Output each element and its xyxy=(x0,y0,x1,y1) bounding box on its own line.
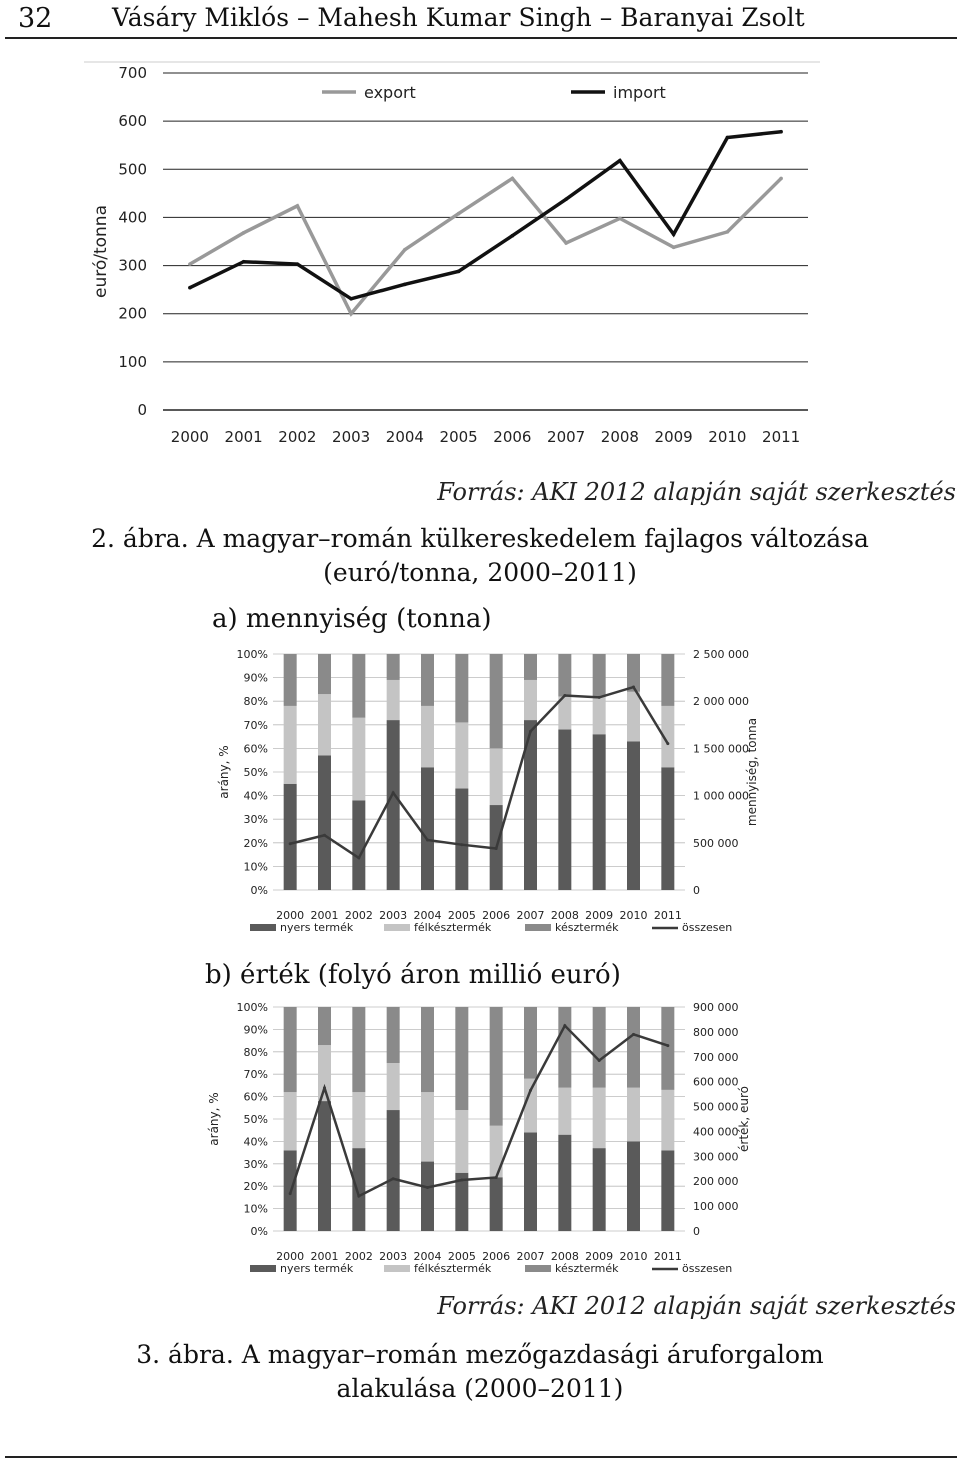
y2-tick-label: 2 500 000 xyxy=(693,648,749,661)
figure3-panel-b-title: b) érték (folyó áron millió euró) xyxy=(205,960,621,990)
total-line-point xyxy=(666,742,669,745)
running-head-authors: Vásáry Miklós – Mahesh Kumar Singh – Baranyai Zsolt xyxy=(112,3,805,32)
y-tick-label: 100 xyxy=(118,352,147,371)
x-tick-label: 2004 xyxy=(385,428,424,446)
legend-swatch-felkesz xyxy=(384,924,410,931)
figure2-caption xyxy=(0,522,960,590)
legend-label-nyers: nyers termék xyxy=(280,1262,354,1275)
total-line-point xyxy=(289,1192,292,1195)
y-tick-label: 80% xyxy=(243,695,268,709)
bar-segment-nyers xyxy=(661,767,674,890)
x-tick-label: 2010 xyxy=(619,909,648,922)
y2-tick-label: 900 000 xyxy=(693,1001,739,1014)
x-tick-label: 2008 xyxy=(600,428,639,446)
bar-segment-felkesz xyxy=(284,706,297,784)
y2-tick-label: 1 500 000 xyxy=(693,742,749,756)
y2-tick-label: 500 000 xyxy=(693,836,739,850)
y-axis-label: euró/tonna xyxy=(91,204,111,299)
total-line-point xyxy=(598,1059,601,1062)
x-tick-label: 2006 xyxy=(482,1250,511,1263)
bar-segment-kesz xyxy=(661,654,674,706)
data-point-export xyxy=(779,177,783,181)
y-tick-label: 40% xyxy=(243,789,268,803)
x-tick-label: 2003 xyxy=(379,1250,408,1263)
bar-segment-felkesz xyxy=(490,748,503,805)
bar-segment-felkesz xyxy=(524,1079,537,1133)
page-header xyxy=(0,0,960,40)
x-tick-label: 2008 xyxy=(550,909,579,922)
figure3-caption xyxy=(0,1338,960,1406)
x-tick-label: 2005 xyxy=(439,428,478,446)
total-line-point xyxy=(426,838,429,841)
x-tick-label: 2009 xyxy=(585,1250,614,1263)
bar-segment-felkesz xyxy=(387,680,400,720)
bar-segment-kesz xyxy=(455,654,468,722)
legend-swatch-felkesz xyxy=(384,1265,410,1272)
x-tick-label: 2011 xyxy=(653,909,682,922)
figure3-caption-line1: 3. ábra. A magyar–román mezőgazdasági áruforgalom xyxy=(136,1340,824,1369)
x-tick-label: 2000 xyxy=(170,428,209,446)
y-tick-label: 80% xyxy=(243,1045,268,1059)
bar-segment-kesz xyxy=(558,1007,571,1088)
x-tick-label: 2006 xyxy=(493,428,532,446)
bar-segment-felkesz xyxy=(455,722,468,788)
bar-segment-nyers xyxy=(627,1141,640,1231)
bar-segment-kesz xyxy=(593,654,606,696)
data-point-export xyxy=(564,241,568,245)
bar-segment-nyers xyxy=(387,720,400,890)
total-line-point xyxy=(392,791,395,794)
total-line-point xyxy=(563,694,566,697)
bar-segment-felkesz xyxy=(318,1045,331,1101)
bar-segment-nyers xyxy=(318,1101,331,1231)
data-point-import xyxy=(296,262,300,266)
legend-label-felkesz: félkésztermék xyxy=(414,1262,492,1275)
figure3b-stacked-bar-chart xyxy=(0,995,960,1285)
bar-segment-nyers xyxy=(558,730,571,890)
y2-tick-label: 200 000 xyxy=(693,1175,739,1189)
total-line-point xyxy=(529,1089,532,1092)
total-line-point xyxy=(426,1186,429,1189)
y-tick-label: 60% xyxy=(243,1090,268,1104)
y2-tick-label: 100 000 xyxy=(693,1200,739,1214)
data-point-export xyxy=(403,248,407,252)
bar-segment-nyers xyxy=(490,1177,503,1231)
legend-label-import: import xyxy=(613,83,666,102)
data-point-export xyxy=(349,312,353,316)
y-tick-label: 10% xyxy=(243,860,268,874)
bar-segment-nyers xyxy=(455,789,468,890)
bar-segment-kesz xyxy=(352,1007,365,1092)
data-point-export xyxy=(188,262,192,266)
bar-segment-kesz xyxy=(318,654,331,694)
x-tick-label: 2007 xyxy=(516,1250,545,1263)
data-point-import xyxy=(511,234,515,238)
x-tick-label: 2002 xyxy=(278,428,317,446)
data-point-import xyxy=(242,260,246,264)
bar-segment-kesz xyxy=(627,1007,640,1088)
bar-segment-nyers xyxy=(284,784,297,890)
bar-segment-nyers xyxy=(352,800,365,890)
y2-tick-label: 600 000 xyxy=(693,1075,739,1089)
total-line-point xyxy=(529,730,532,733)
bar-segment-felkesz xyxy=(490,1126,503,1178)
y-tick-label: 20% xyxy=(243,836,268,850)
legend-label-total: összesen xyxy=(682,921,733,934)
y-tick-label: 30% xyxy=(243,813,268,827)
y-tick-label: 600 xyxy=(118,112,147,131)
figure2-source: Forrás: AKI 2012 alapján saját szerkesztés xyxy=(437,478,956,506)
bar-segment-felkesz xyxy=(593,696,606,734)
y2-tick-label: 1 000 000 xyxy=(693,789,749,803)
data-point-import xyxy=(564,197,568,201)
y2-axis-label: érték, euró xyxy=(737,1086,751,1152)
legend-label-nyers: nyers termék xyxy=(280,921,354,934)
y-tick-label: 0% xyxy=(250,884,268,897)
x-tick-label: 2009 xyxy=(585,909,614,922)
x-tick-label: 2004 xyxy=(413,909,442,922)
bar-segment-nyers xyxy=(387,1110,400,1231)
data-point-export xyxy=(457,212,461,216)
y-tick-label: 30% xyxy=(243,1157,268,1171)
total-line-point xyxy=(460,1178,463,1181)
y2-axis-label: mennyiség, tonna xyxy=(745,717,759,827)
y2-tick-label: 800 000 xyxy=(693,1025,739,1039)
bar-segment-nyers xyxy=(524,1132,537,1231)
data-point-export xyxy=(296,204,300,208)
bar-segment-kesz xyxy=(318,1007,331,1045)
bar-segment-nyers xyxy=(661,1150,674,1231)
y-tick-label: 200 xyxy=(118,304,147,323)
total-line-point xyxy=(598,696,601,699)
bar-segment-nyers xyxy=(627,741,640,890)
bar-segment-nyers xyxy=(318,755,331,890)
data-point-export xyxy=(511,177,515,181)
y-tick-label: 0% xyxy=(250,1225,268,1238)
y2-tick-label: 700 000 xyxy=(693,1050,739,1064)
bar-segment-kesz xyxy=(387,1007,400,1063)
figure3-source: Forrás: AKI 2012 alapján saját szerkesztés xyxy=(437,1292,956,1320)
bar-segment-kesz xyxy=(661,1007,674,1090)
y-tick-label: 70% xyxy=(243,718,268,732)
x-tick-label: 2002 xyxy=(344,1250,373,1263)
x-tick-label: 2001 xyxy=(310,1250,339,1263)
bar-segment-felkesz xyxy=(455,1110,468,1173)
total-line xyxy=(290,1026,668,1196)
bar-segment-nyers xyxy=(593,734,606,890)
bar-segment-felkesz xyxy=(524,680,537,720)
total-line-point xyxy=(632,686,635,689)
data-point-import xyxy=(779,130,783,134)
bar-segment-kesz xyxy=(284,1007,297,1092)
bar-segment-kesz xyxy=(524,654,537,680)
bar-segment-kesz xyxy=(490,654,503,748)
legend-label-kesz: késztermék xyxy=(555,921,619,934)
y-tick-label: 0 xyxy=(137,401,147,419)
y-tick-label: 300 xyxy=(118,256,147,275)
total-line-point xyxy=(323,834,326,837)
y-tick-label: 90% xyxy=(243,671,268,685)
chart-top-border xyxy=(84,61,820,63)
bar-segment-felkesz xyxy=(318,694,331,755)
bar-segment-felkesz xyxy=(387,1063,400,1110)
x-tick-label: 2003 xyxy=(379,909,408,922)
x-tick-label: 2010 xyxy=(708,428,747,446)
x-tick-label: 2001 xyxy=(310,909,339,922)
bar-segment-nyers xyxy=(593,1148,606,1231)
page-number: 32 xyxy=(18,3,53,34)
total-line-point xyxy=(357,1195,360,1198)
x-tick-label: 2009 xyxy=(654,428,693,446)
data-point-import xyxy=(672,232,676,236)
legend-label-kesz: késztermék xyxy=(555,1262,619,1275)
x-tick-label: 2000 xyxy=(276,909,305,922)
total-line-point xyxy=(323,1086,326,1089)
y-tick-label: 90% xyxy=(243,1023,268,1037)
legend-label-total: összesen xyxy=(682,1262,733,1275)
total-line-point xyxy=(460,843,463,846)
y-axis-label: arány, % xyxy=(217,745,231,799)
y-tick-label: 100% xyxy=(236,1001,268,1014)
x-tick-label: 2007 xyxy=(547,428,586,446)
y2-tick-label: 2 000 000 xyxy=(693,695,749,709)
bar-segment-kesz xyxy=(284,654,297,706)
y-tick-label: 700 xyxy=(118,64,147,82)
bar-segment-kesz xyxy=(421,1007,434,1092)
bar-segment-felkesz xyxy=(661,1090,674,1150)
total-line-point xyxy=(666,1044,669,1047)
y2-tick-label: 0 xyxy=(693,1225,700,1238)
y-tick-label: 50% xyxy=(243,766,268,779)
bar-segment-nyers xyxy=(421,767,434,890)
bar-segment-nyers xyxy=(421,1162,434,1231)
figure2-line-chart xyxy=(0,55,960,455)
data-point-export xyxy=(618,217,622,221)
figure2-caption-line2: (euró/tonna, 2000–2011) xyxy=(323,558,637,587)
y2-tick-label: 0 xyxy=(693,884,700,897)
data-point-export xyxy=(242,231,246,235)
figure2-caption-line1: 2. ábra. A magyar–román külkereskedelem fajlagos változása xyxy=(91,524,869,553)
legend-swatch-nyers xyxy=(250,924,276,931)
bar-segment-kesz xyxy=(593,1007,606,1088)
bar-segment-kesz xyxy=(455,1007,468,1110)
bar-segment-felkesz xyxy=(421,1092,434,1161)
data-point-import xyxy=(188,286,192,290)
x-tick-label: 2004 xyxy=(413,1250,442,1263)
legend-label-export: export xyxy=(364,83,416,102)
y-tick-label: 500 xyxy=(118,160,147,179)
legend-swatch-nyers xyxy=(250,1265,276,1272)
y-tick-label: 400 xyxy=(118,208,147,227)
bar-segment-kesz xyxy=(421,654,434,706)
figure3-caption-line2: alakulása (2000–2011) xyxy=(336,1374,624,1403)
y-tick-label: 100% xyxy=(236,648,268,661)
total-line-point xyxy=(357,856,360,859)
x-tick-label: 2000 xyxy=(276,1250,305,1263)
total-line-point xyxy=(289,842,292,845)
x-tick-label: 2011 xyxy=(762,428,801,446)
bar-segment-kesz xyxy=(352,654,365,718)
bar-segment-felkesz xyxy=(558,1088,571,1135)
y-axis-label: arány, % xyxy=(207,1092,221,1146)
y2-tick-label: 500 000 xyxy=(693,1100,739,1114)
bar-segment-kesz xyxy=(558,654,571,696)
bar-segment-kesz xyxy=(387,654,400,680)
total-line-point xyxy=(563,1024,566,1027)
bar-segment-nyers xyxy=(558,1135,571,1231)
data-point-export xyxy=(726,230,730,234)
y-tick-label: 60% xyxy=(243,742,268,756)
y-tick-label: 40% xyxy=(243,1135,268,1149)
total-line xyxy=(290,687,668,858)
legend-swatch-kesz xyxy=(525,1265,551,1272)
x-tick-label: 2006 xyxy=(482,909,511,922)
bar-segment-felkesz xyxy=(627,1088,640,1142)
y2-tick-label: 400 000 xyxy=(693,1125,739,1139)
total-line-point xyxy=(495,847,498,850)
bar-segment-felkesz xyxy=(421,706,434,767)
figure3a-stacked-bar-chart xyxy=(0,640,960,940)
x-tick-label: 2003 xyxy=(332,428,371,446)
x-tick-label: 2005 xyxy=(447,909,476,922)
total-line-point xyxy=(392,1177,395,1180)
y-tick-label: 50% xyxy=(243,1113,268,1126)
data-point-import xyxy=(457,270,461,274)
data-point-import xyxy=(403,283,407,287)
data-point-export xyxy=(672,245,676,249)
y-tick-label: 70% xyxy=(243,1068,268,1082)
figure3-panel-a-title: a) mennyiség (tonna) xyxy=(212,604,492,634)
bar-segment-felkesz xyxy=(627,692,640,742)
footer-rule xyxy=(5,1456,957,1458)
bar-segment-felkesz xyxy=(352,718,365,801)
y-tick-label: 10% xyxy=(243,1202,268,1216)
total-line-point xyxy=(632,1033,635,1036)
x-tick-label: 2011 xyxy=(653,1250,682,1263)
x-tick-label: 2007 xyxy=(516,909,545,922)
x-tick-label: 2010 xyxy=(619,1250,648,1263)
x-tick-label: 2008 xyxy=(550,1250,579,1263)
y2-tick-label: 300 000 xyxy=(693,1150,739,1164)
data-point-import xyxy=(618,159,622,163)
bar-segment-felkesz xyxy=(352,1092,365,1148)
bar-segment-felkesz xyxy=(284,1092,297,1150)
bar-segment-nyers xyxy=(352,1148,365,1231)
x-tick-label: 2001 xyxy=(224,428,263,446)
legend-label-felkesz: félkésztermék xyxy=(414,921,492,934)
total-line-point xyxy=(495,1176,498,1179)
y-tick-label: 20% xyxy=(243,1180,268,1194)
bar-segment-kesz xyxy=(524,1007,537,1079)
bar-segment-kesz xyxy=(490,1007,503,1126)
x-tick-label: 2002 xyxy=(344,909,373,922)
x-tick-label: 2005 xyxy=(447,1250,476,1263)
data-point-import xyxy=(349,297,353,301)
legend-swatch-kesz xyxy=(525,924,551,931)
data-point-import xyxy=(726,136,730,140)
bar-segment-felkesz xyxy=(593,1088,606,1148)
header-rule xyxy=(5,37,957,39)
